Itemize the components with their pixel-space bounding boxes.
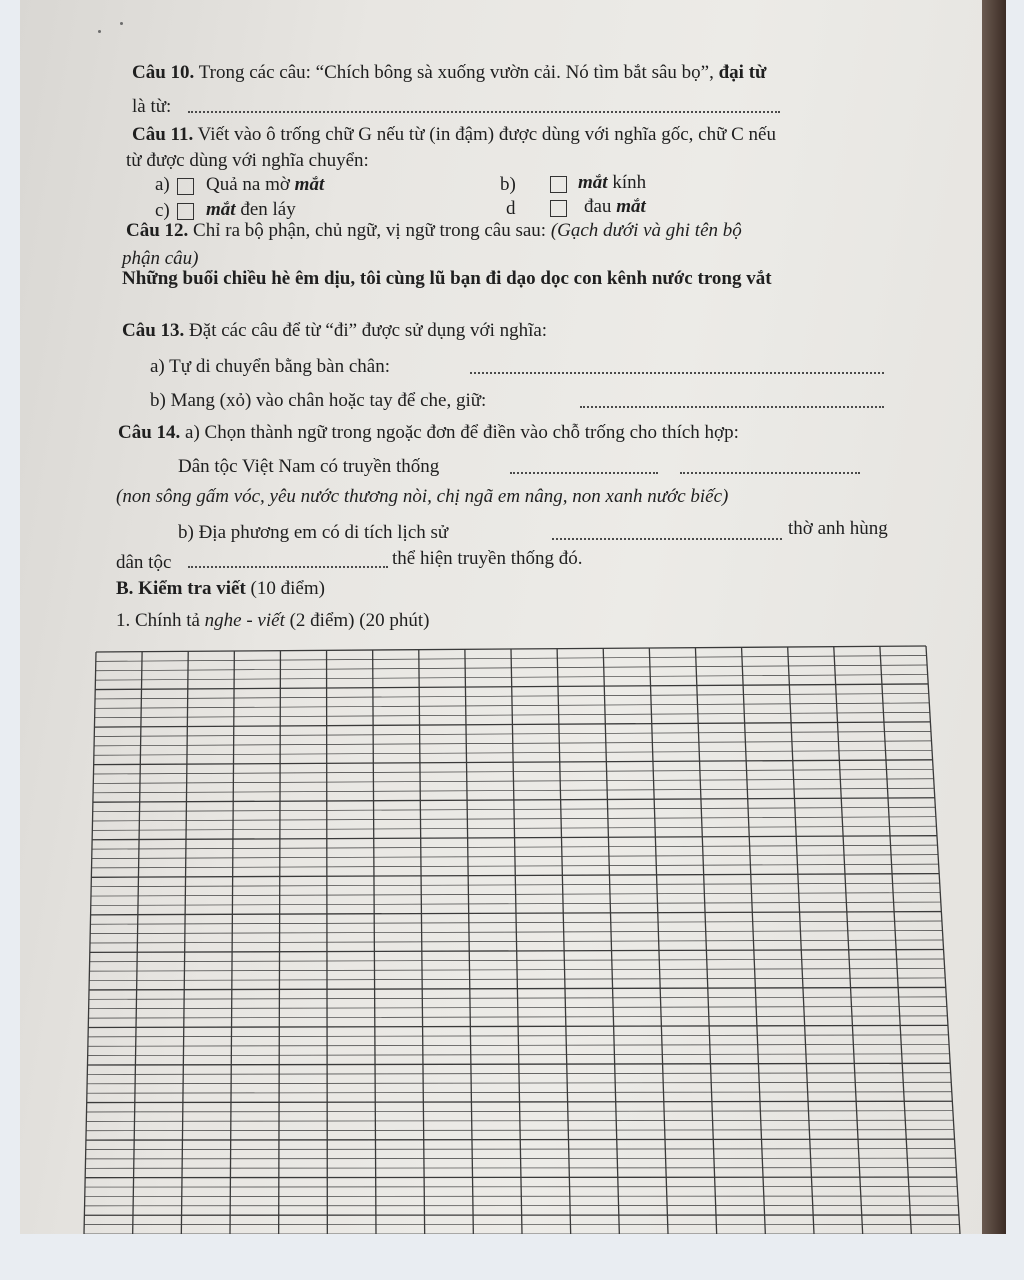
- q14-b-text: b) Địa phương em có di tích lịch sử: [178, 522, 449, 543]
- grid-column-line: [279, 651, 281, 1234]
- q11-a-label: a): [155, 174, 170, 195]
- q11-a-bold: mắt: [294, 174, 325, 195]
- q14-a-text: a) Chọn thành ngữ trong ngoặc đơn để điền vào chỗ trống cho thích hợp:: [185, 422, 739, 443]
- section-b-item1-end: (2 điểm) (20 phút): [289, 610, 430, 631]
- section-b-item1-start: 1. Chính tả: [116, 610, 200, 631]
- q12-label: Câu 12.: [126, 220, 189, 241]
- q11-d-label: d: [506, 198, 516, 219]
- q13-b: b) Mang (xỏ) vào chân hoặc tay để che, giữ:: [150, 390, 487, 411]
- q14-b-line2-start: dân tộc: [116, 552, 172, 573]
- q10-label: Câu 10.: [132, 62, 195, 83]
- worksheet-photo: [20, 0, 1006, 1234]
- q12-line2: phận câu): [122, 248, 199, 269]
- q13-label: Câu 13.: [122, 320, 185, 341]
- q10-bold-tail: đại từ: [718, 62, 767, 83]
- q14-label: Câu 14.: [118, 422, 181, 443]
- q14-sentence: Dân tộc Việt Nam có truyền thống: [178, 456, 440, 477]
- q12-sentence: Những buổi chiều hè êm dịu, tôi cùng lũ bạn đi dạo dọc con kênh nước trong vắt: [122, 268, 772, 289]
- q13-text: Đặt các câu để từ “đi” được sử dụng với nghĩa:: [189, 320, 548, 341]
- q12-italic-tail: (Gạch dưới và ghi tên bộ: [550, 220, 742, 241]
- q11-d-text: đau: [584, 196, 612, 217]
- q11-a-text: Quả na mờ: [206, 174, 290, 195]
- writing-grid[interactable]: [20, 0, 1006, 1234]
- q11-c-text: đen láy: [240, 199, 296, 220]
- q11-d-bold: mắt: [616, 196, 646, 217]
- q11-line2: từ được dùng với nghĩa chuyển:: [126, 150, 369, 171]
- q11-b-bold: mắt: [578, 172, 608, 193]
- section-b-title-tail: (10 điểm): [250, 578, 325, 599]
- q12-text: Chỉ ra bộ phận, chủ ngữ, vị ngữ trong câu sau:: [193, 220, 547, 241]
- q11-c-label: c): [155, 200, 170, 221]
- section-b-item1-italic: nghe - viết: [204, 610, 285, 631]
- q13-a: a) Tự di chuyển bằng bàn chân:: [150, 356, 390, 377]
- q14-b-line2-end: thể hiện truyền thống đó.: [392, 548, 583, 569]
- q11-label: Câu 11.: [132, 124, 194, 145]
- q14-b-mid: thờ anh hùng: [788, 518, 888, 539]
- grid-column-line: [327, 650, 328, 1234]
- section-b-title-bold: B. Kiểm tra viết: [116, 578, 246, 599]
- q11-b-text: kính: [612, 172, 647, 193]
- q14-options: (non sông gấm vóc, yêu nước thương nòi, chị ngã em nâng, non xanh nước biếc): [116, 486, 729, 507]
- q10-text: Trong các câu: “Chích bông sà xuống vườn cải. Nó tìm bắt sâu bọ”,: [198, 62, 714, 83]
- q11-b-label: b): [500, 174, 516, 195]
- q10-line2: là từ:: [132, 96, 172, 117]
- q11-text: Viết vào ô trống chữ G nếu từ (in đậm) được dùng với nghĩa gốc, chữ C nếu: [197, 124, 776, 145]
- q11-c-bold: mắt: [206, 199, 236, 220]
